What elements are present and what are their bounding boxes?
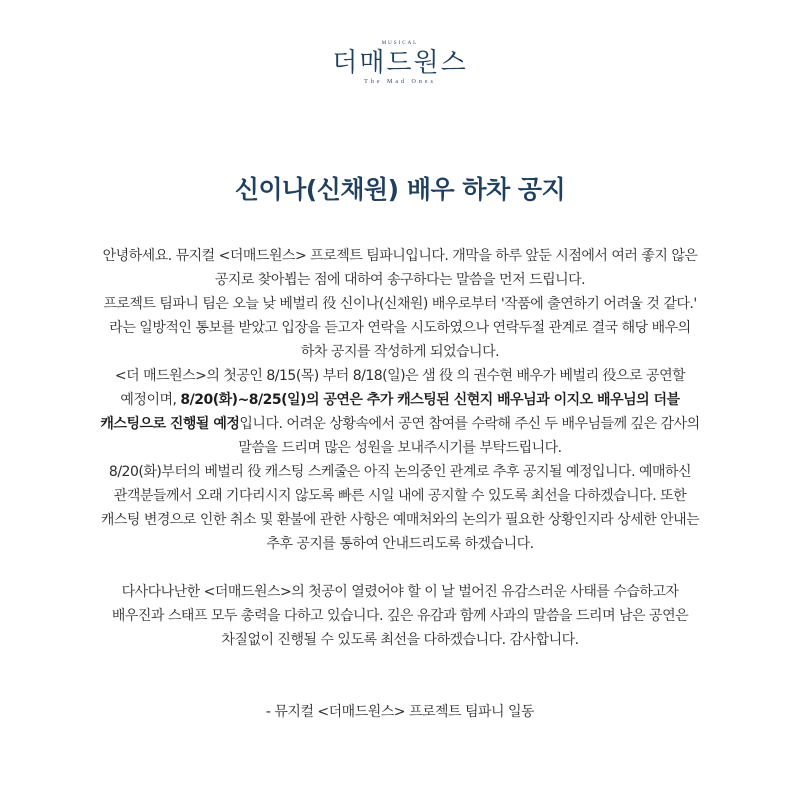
body-text: 입니다. 어려운 상황속에서 공연 참여를 수락해 주신 두 배우님들께 깊은 감사의: [239, 416, 700, 432]
body-line: 배우진과 스태프 모두 총력을 다하고 있습니다. 깊은 유감과 함께 사과의 말씀을 드리며 남은 공연은: [111, 608, 689, 624]
notice-body: [48, 244, 752, 652]
body-emphasis: 8/20(화)~8/25(일)의 공연은 추가 캐스팅된 신현지 배우님과 이지오 배우님의 더블: [180, 392, 680, 408]
body-emphasis: 캐스팅으로 진행될 예정: [100, 416, 240, 432]
body-line: <더 매드원스>의 첫공인 8/15(목) 부터 8/18(일)은 샘 役 의 권수현 배우가 베벌리 役으로 공연할: [114, 368, 686, 384]
notice-title: 신이나(신채원) 배우 하차 공지: [234, 175, 566, 204]
body-line: [48, 388, 752, 412]
body-line: 캐스팅 변경으로 인한 취소 및 환불에 관한 사항은 예매처와의 논의가 필요한 상황인지라 상세한 안내는: [100, 512, 700, 528]
body-line: 하차 공지를 작성하게 되었습니다.: [300, 344, 500, 360]
body-line: 관객분들께서 오래 기다리시지 않도록 빠른 시일 내에 공지할 수 있도록 최선을 다하겠습니다. 또한: [113, 488, 687, 504]
body-line: 안녕하세요. 뮤지컬 <더매드원스> 프로젝트 팀파니입니다. 개막을 하루 앞둔 시점에서 여러 좋지 않은: [102, 248, 698, 264]
body-line: 말씀을 드리며 많은 성원을 보내주시기를 부탁드립니다.: [238, 440, 562, 456]
body-line: [48, 412, 752, 436]
signature: - 뮤지컬 <더매드원스> 프로젝트 팀파니 일동: [265, 704, 535, 720]
logo-title: 더매드원스: [332, 48, 468, 77]
body-line: 프로젝트 팀파니 팀은 오늘 낮 베벌리 役 신이나(신채원) 배우로부터 '작품에 출연하기 어려울 것 같다.': [103, 296, 697, 312]
body-line: 라는 일방적인 통보를 받았고 입장을 듣고자 연락을 시도하였으나 연락두절 관계로 결국 해당 배우의: [109, 320, 691, 336]
body-line: 공지로 찾아뵙는 점에 대하여 송구하다는 말씀을 먼저 드립니다.: [214, 272, 586, 288]
body-line: 다사다나난한 <더매드원스>의 첫공이 열렸어야 할 이 날 벌어진 유감스러운 사태를 수습하고자: [121, 584, 679, 600]
logo-subtitle: The Mad Ones: [364, 79, 436, 85]
body-line: 차질없이 진행될 수 있도록 최선을 다하겠습니다. 감사합니다.: [221, 632, 579, 648]
paragraph-gap: [48, 556, 752, 580]
musical-logo: [0, 40, 800, 86]
body-line: 추후 공지를 통하여 안내드리도록 하겠습니다.: [266, 536, 534, 552]
body-text: 예정이며,: [120, 392, 177, 408]
body-line: 8/20(화)부터의 베벌리 役 캐스팅 스케줄은 아직 논의중인 관계로 추후 공지될 예정입니다. 예매하신: [108, 464, 692, 480]
logo-musical-label: MUSICAL: [381, 41, 419, 46]
